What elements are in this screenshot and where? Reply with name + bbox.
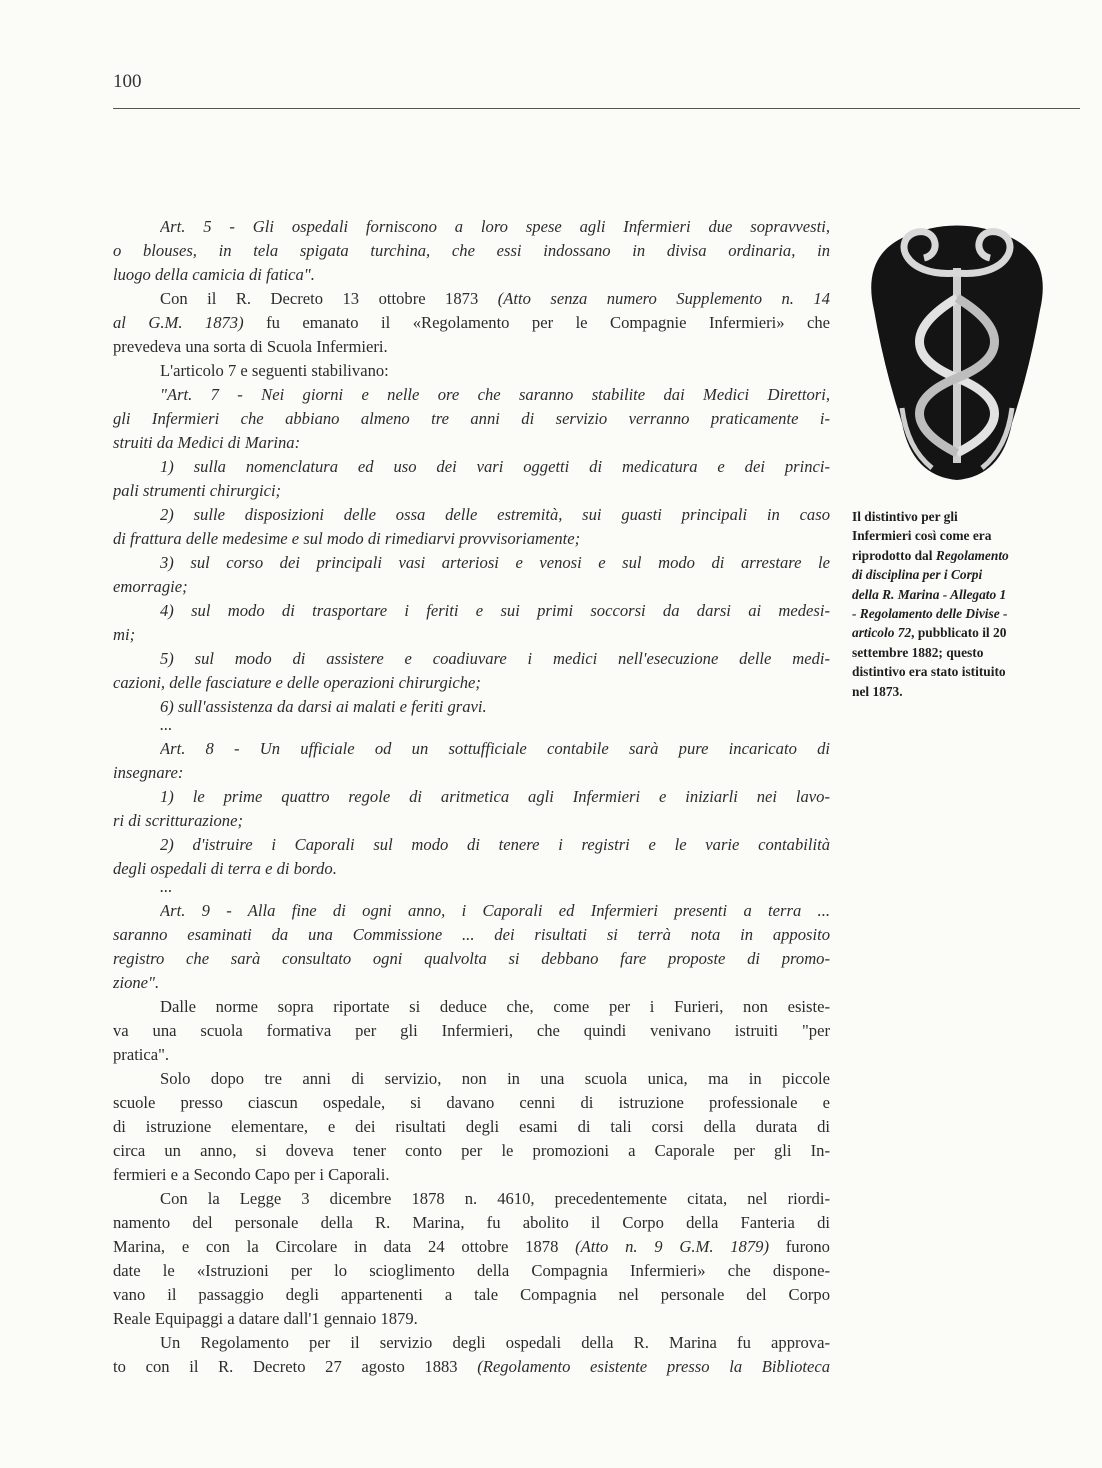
text-run: furono: [768, 1237, 830, 1256]
text-line: ri di scritturazione;: [113, 811, 243, 830]
caption-text: , pubblicato il 20: [911, 625, 1007, 641]
text-line: Art. 8 - Un ufficiale od un sottufficiale contabile sarà pure incaricato di: [160, 739, 830, 758]
italic-citation: al G.M. 1873): [113, 313, 244, 332]
text-line: ...: [160, 877, 173, 896]
caption-citation: di disciplina per i Corpi: [852, 567, 983, 583]
header-rule: [113, 108, 1080, 109]
caption-citation: della R. Marina - Allegato 1: [852, 586, 1007, 602]
caption-text: Infermieri così come era: [852, 528, 992, 544]
text-line: zione".: [113, 973, 160, 992]
text-line: mi;: [113, 625, 136, 644]
text-line: Un Regolamento per il servizio degli ospedali della R. Marina fu approva-: [160, 1333, 830, 1352]
text-line: [113, 1235, 830, 1259]
caption-line: [852, 662, 1077, 681]
text-line: [160, 287, 830, 311]
text-line: vano il passaggio degli appartenenti a tale Compagnia nel personale del Corpo: [113, 1285, 830, 1304]
text-line: o blouses, in tela spigata turchina, che essi indossano in divisa ordinaria, in: [113, 241, 830, 260]
caption-line: [852, 623, 1077, 642]
caption-citation: Regolamento: [935, 547, 1009, 563]
text-line: Reale Equipaggi a datare dall'1 gennaio 1879.: [113, 1309, 418, 1328]
text-line: prevedeva una sorta di Scuola Infermieri.: [113, 337, 388, 356]
text-line: 4) sul modo di trasportare i feriti e sui primi soccorsi da darsi ai medesi-: [160, 601, 830, 620]
text-line: 2) sulle disposizioni delle ossa delle estremità, sui guasti principali in caso: [160, 505, 830, 524]
text-line: saranno esaminati da una Commissione ... dei risultati si terrà nota in apposito: [113, 925, 830, 944]
text-line: "Art. 7 - Nei giorni e nelle ore che saranno stabilite dai Medici Direttori,: [160, 385, 830, 404]
text-line: namento del personale della R. Marina, fu abolito il Corpo della Fanteria di: [113, 1213, 830, 1232]
caption-text: nel 1873.: [852, 683, 903, 699]
caption-text: settembre 1882; questo: [852, 644, 984, 660]
caption-line: [852, 604, 1077, 623]
text-line: 1) sulla nomenclatura ed uso dei vari oggetti di medicatura e dei princi-: [160, 457, 830, 476]
caption-citation: - Regolamento delle Divise -: [852, 606, 1008, 622]
caption-text: Il distintivo per gli: [852, 509, 958, 524]
text-line: Dalle norme sopra riportate si deduce che, come per i Furieri, non esiste-: [160, 997, 830, 1016]
text-line: va una scuola formativa per gli Infermieri, che quindi venivano istruiti "per: [113, 1021, 830, 1040]
text-line: 2) d'istruire i Caporali sul modo di tenere i registri e le varie contabilità: [160, 835, 830, 854]
text-line: di frattura delle medesime e sul modo di rimediarvi provvisoriamente;: [113, 529, 581, 548]
text-line: Solo dopo tre anni di servizio, non in una scuola unica, ma in piccole: [160, 1069, 830, 1088]
caption-line: [852, 585, 1077, 604]
text-line: luogo della camicia di fatica".: [113, 265, 315, 284]
text-line: Art. 9 - Alla fine di ogni anno, i Caporali ed Infermieri presenti a terra ...: [160, 901, 830, 920]
text-line: cazioni, delle fasciature e delle operazioni chirurgiche;: [113, 673, 481, 692]
text-line: circa un anno, si doveva tener conto per le promozioni a Caporale per gli In-: [113, 1141, 830, 1160]
text-line: L'articolo 7 e seguenti stabilivano:: [160, 361, 389, 380]
caduceus-emblem-icon: [862, 218, 1052, 488]
text-line: 1) le prime quattro regole di aritmetica agli Infermieri e iniziarli nei lavo-: [160, 787, 830, 806]
text-line: emorragie;: [113, 577, 188, 596]
text-run: fu emanato il «Regolamento per le Compagnie Infermieri» che: [243, 313, 830, 332]
text-run: Con il R. Decreto 13 ottobre 1873: [160, 289, 498, 308]
text-line: pali strumenti chirurgici;: [113, 481, 282, 500]
text-line: Con la Legge 3 dicembre 1878 n. 4610, precedentemente citata, nel riordi-: [160, 1189, 830, 1208]
italic-citation: (Regolamento esistente presso la Biblioteca: [477, 1357, 830, 1376]
text-line: fermieri e a Secondo Capo per i Caporali.: [113, 1165, 390, 1184]
text-run: Marina, e con la Circolare in data 24 ottobre 1878: [113, 1237, 576, 1256]
text-line: struiti da Medici di Marina:: [113, 433, 301, 452]
text-line: di istruzione elementare, e dei risultati degli esami di tali corsi della durata di: [113, 1117, 830, 1136]
text-line: Art. 5 - Gli ospedali forniscono a loro spese agli Infermieri due sopravvesti,: [160, 217, 830, 236]
caption-line: [852, 565, 1077, 584]
text-line: [113, 311, 830, 335]
text-line: gli Infermieri che abbiano almeno tre anni di servizio verranno praticamente i-: [113, 409, 830, 428]
italic-citation: (Atto senza numero Supplemento n. 14: [497, 289, 830, 308]
text-line: degli ospedali di terra e di bordo.: [113, 859, 337, 878]
text-line: 5) sul modo di assistere e coadiuvare i medici nell'esecuzione delle medi-: [160, 649, 830, 668]
text-run: to con il R. Decreto 27 agosto 1883: [113, 1357, 478, 1376]
caption-line: [852, 546, 1077, 565]
text-line: pratica".: [113, 1045, 170, 1064]
caption-line: [852, 643, 1077, 662]
text-line: [113, 1355, 830, 1379]
caption-text: distintivo era stato istituito: [852, 664, 1006, 680]
text-line: 6) sull'assistenza da darsi ai malati e feriti gravi.: [160, 697, 487, 716]
text-line: ...: [160, 715, 173, 734]
text-line: 3) sul corso dei principali vasi arteriosi e venosi e sul modo di arrestare le: [160, 553, 830, 572]
figure-caption: [852, 507, 1077, 701]
caption-text: riprodotto dal: [852, 547, 936, 563]
text-line: registro che sarà consultato ogni qualvolta si debbano fare proposte di promo-: [113, 949, 830, 968]
caption-line: [852, 526, 1077, 545]
text-line: insegnare:: [113, 763, 184, 782]
italic-citation: (Atto n. 9 G.M. 1879): [575, 1237, 769, 1256]
text-line: date le «Istruzioni per lo scioglimento della Compagnia Infermieri» che dispone-: [113, 1261, 830, 1280]
caption-line: [852, 507, 1077, 526]
caption-citation: articolo 72: [852, 625, 912, 641]
text-line: scuole presso ciascun ospedale, si davano cenni di istruzione professionale e: [113, 1093, 830, 1112]
caption-line: [852, 682, 1077, 701]
page-number: 100: [113, 71, 142, 92]
